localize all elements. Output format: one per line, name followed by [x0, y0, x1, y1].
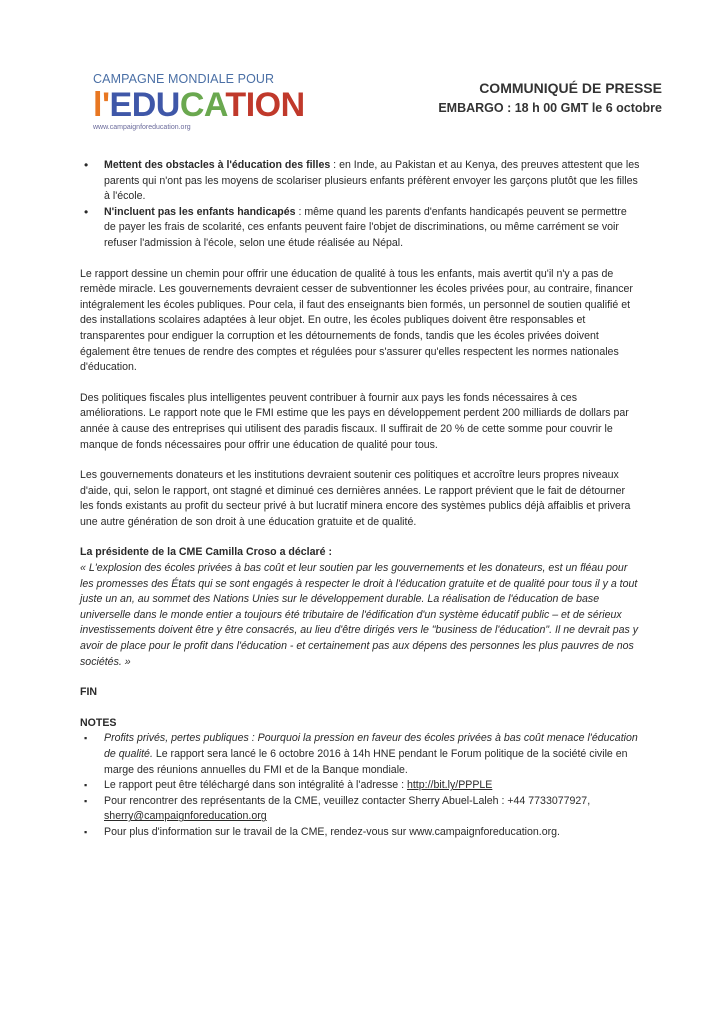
note-text: Pour plus d'information sur le travail de la CME, rendez-vous sur www.campaignforeducation.org.: [104, 825, 561, 838]
paragraph-donors: Les gouvernements donateurs et les institutions devraient soutenir ces politiques et accroître leurs propres niveaux d'aide, qui, selon le rapport, ont stagné et diminué ces dernières années. Le rapport prévient que le fait de détourner les fonds existants au profit du secteur privé à but lucratif minera encore des systèmes publics déjà affaiblis et privera une autre génération de son droit à une éducation gratuite et de qualité.: [80, 469, 631, 528]
notes-list: [80, 731, 640, 840]
list-item: [80, 825, 640, 841]
logo-l: l': [93, 86, 110, 124]
report-download-link[interactable]: http://bit.ly/PPPLE: [406, 779, 493, 792]
quote-heading: La présidente de la CME Camilla Croso a déclaré :: [80, 546, 332, 559]
press-title: COMMUNIQUÉ DE PRESSE: [479, 80, 662, 96]
list-item: [80, 158, 640, 205]
logo-ca: CA: [179, 86, 226, 124]
contact-email-link[interactable]: sherry@campaignforeducation.org: [104, 810, 267, 823]
note-text: Le rapport peut être téléchargé dans son intégralité à l'adresse :: [104, 779, 407, 792]
press-release-body: [80, 158, 640, 841]
fin-marker: FIN: [80, 686, 98, 699]
press-header: [438, 80, 662, 116]
bullet-lead: N'incluent pas les enfants handicapés: [104, 205, 296, 218]
quote-text: « L'explosion des écoles privées à bas coût et leur soutien par les gouvernements et les donateurs, est un fléau pour les promesses des États qui se sont engagés à respecter le droit à l'éducation gratuite et de qualité pour tous il y a tout juste un an, au sommet des Nations Unies sur le développement durable. La réalisation de l'éducation de base universelle dans le monde entier a toujours été tributaire de l'édification d'un système éducatif public – et de sérieux investissements doivent être y être consacrés, au lieu d'être dirigés vers le "business de l'éducation". Il ne devrait pas y avoir de place pour le profit dans l'éducation - et certainement pas aux dépens des personnes les plus pauvres de nos sociétés. »: [80, 562, 639, 668]
logo-tion: TION: [225, 86, 305, 124]
list-item: [80, 205, 640, 252]
logo-tagline: CAMPAGNE MONDIALE POUR: [93, 72, 275, 86]
paragraph-roadmap: Le rapport dessine un chemin pour offrir une éducation de qualité à tous les enfants, mais avertit qu'il n'y a pas de remède miracle. Les gouvernements devraient cesser de subventionner les écoles privées pour, au contraire, financer intégralement les écoles publiques. Pour cela, il faut des enseignants bien formés, un personnel de soutien qualifié et des installations scolaires adaptées à leur objet. En outre, les écoles publiques doivent être responsables et transparentes pour endiguer la corruption et les détournements de fonds, tandis que les écoles privées doivent également être tenues de rendre des comptes et régulées pour s'assurer qu'elles respectent les normes nationales d'éducation.: [80, 267, 633, 374]
report-title: Profits privés, pertes publiques : Pourquoi la pression en faveur des écoles privées à bas coût menace l'éducation de qualité.: [104, 732, 638, 760]
list-item: [80, 794, 640, 825]
note-text: Le rapport sera lancé le 6 octobre 2016 à 14h HNE pendant le Forum politique de la société civile en marge des réunions annuelles du FMI et de la Banque mondiale.: [104, 748, 628, 776]
list-item: [80, 778, 640, 794]
note-text: Pour rencontrer des représentants de la CME, veuillez contacter Sherry Abuel-Laleh : +44 7733077927,: [104, 794, 591, 807]
embargo-line: EMBARGO : 18 h 00 GMT le 6 octobre: [438, 101, 662, 115]
logo-url: www.campaignforeducation.org: [93, 124, 191, 131]
logo-edu: EDU: [109, 86, 180, 124]
logo-wordmark: [93, 87, 343, 123]
paragraph-tax-policy: Des politiques fiscales plus intelligentes peuvent contribuer à fournir aux pays les fonds nécessaires à ces améliorations. Le rapport note que le FMI estime que les pays en développement perdent 200 milliards de dollars par année à cause des entreprises qui utilisent des paradis fiscaux. Il suffirait de 20 % de cette somme pour couvrir le manque de fonds nécessaires pour offrir une éducation de qualité pour tous.: [80, 391, 629, 451]
campaign-logo: [93, 72, 343, 131]
bullet-lead: Mettent des obstacles à l'éducation des filles: [104, 159, 331, 171]
notes-heading: NOTES: [80, 716, 117, 729]
bullet-text: : même quand les parents d'enfants handicapés peuvent se permettre de payer les frais de scolarité, ces enfants peuvent faire l'objet de discriminations, ou même carrément se voir refuser l'admission à l'école, selon une étude réalisée au Népal.: [104, 205, 627, 249]
list-item: [80, 731, 640, 778]
bullet-text: : en Inde, au Pakistan et au Kenya, des preuves attestent que les parents qui n'ont pas les moyens de scolariser plusieurs enfants préfèrent envoyer les garçons plutôt que les filles à l'école.: [104, 159, 640, 203]
bullet-list: [80, 158, 640, 252]
